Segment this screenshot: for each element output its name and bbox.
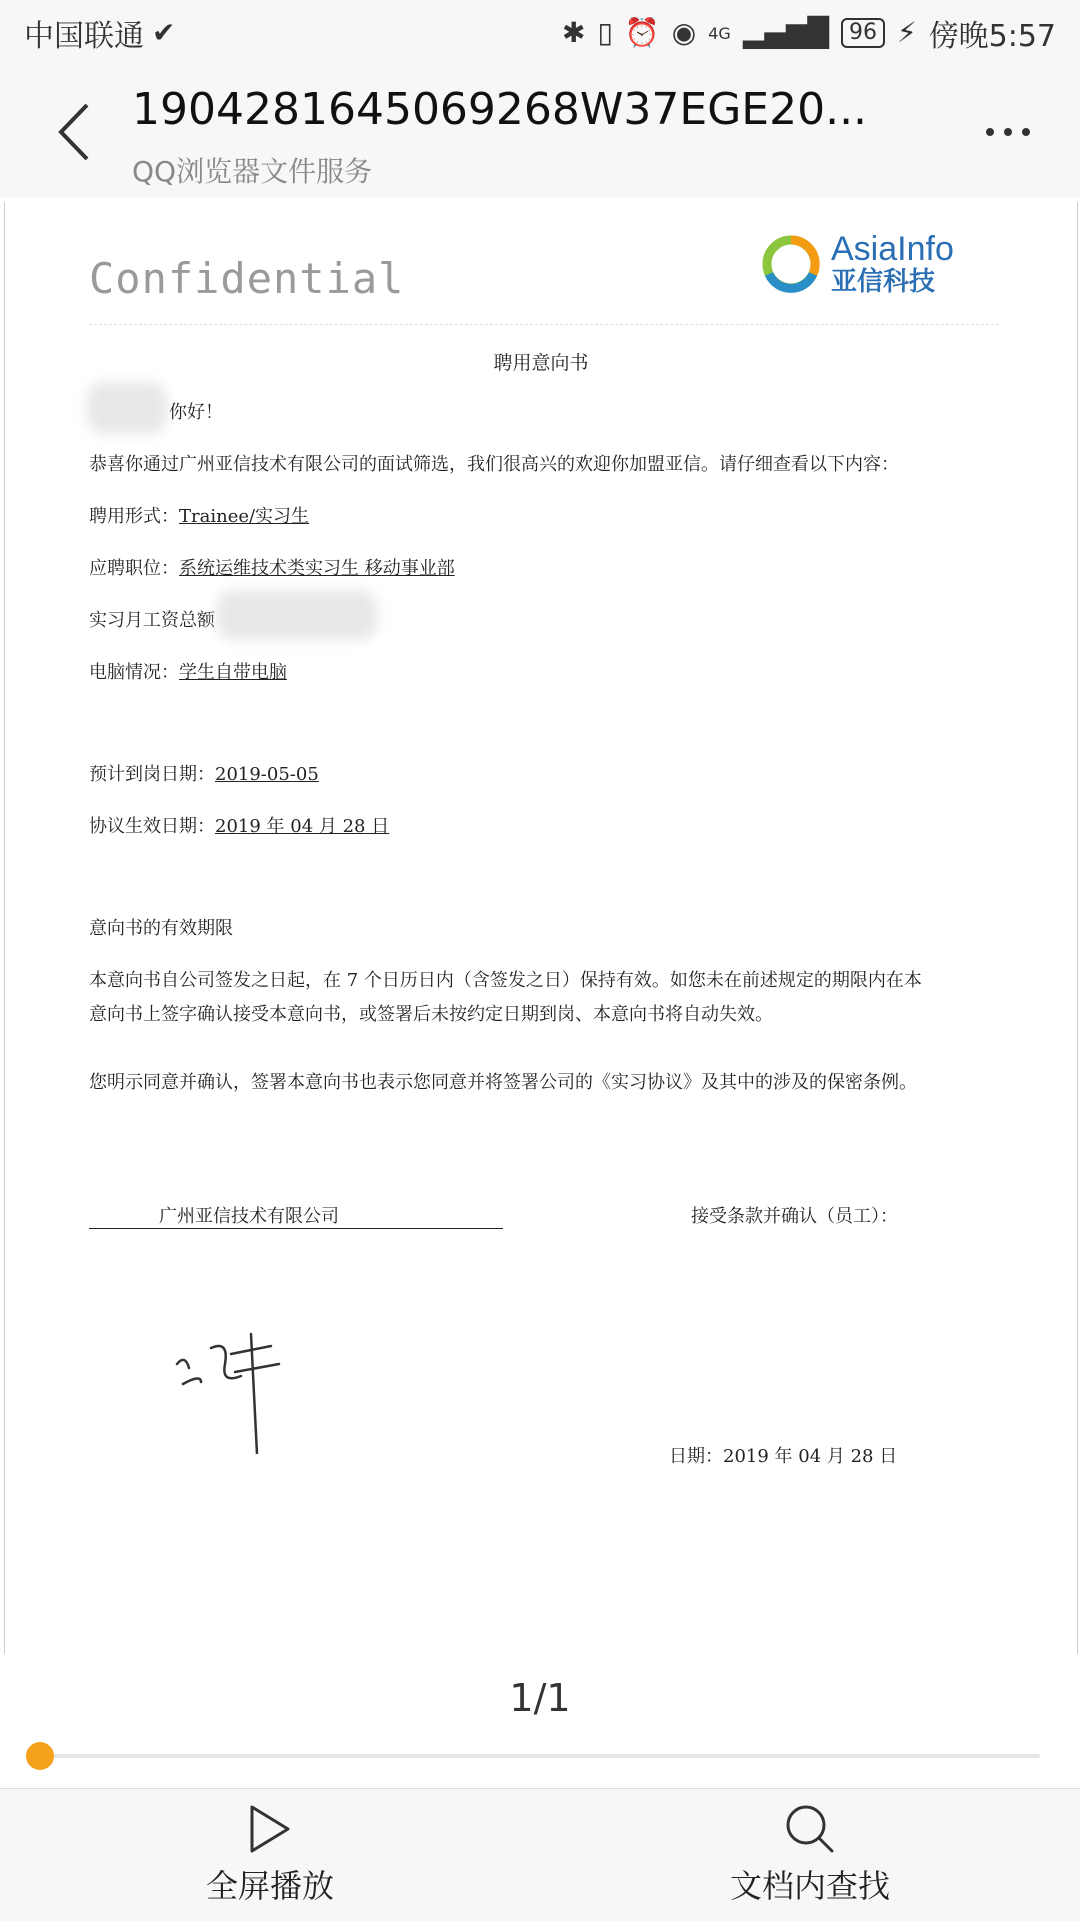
company-signature-line — [89, 1202, 503, 1229]
play-icon — [246, 1803, 294, 1855]
check-icon: ✔ — [152, 16, 176, 49]
dot-icon — [1022, 128, 1030, 136]
validity-title: 意向书的有效期限 — [89, 918, 233, 939]
accept-label: 接受条款并确认（员工）： — [691, 1206, 898, 1227]
header-divider — [89, 324, 999, 325]
employment-type-value: Trainee/实习生 — [179, 506, 310, 527]
search-icon — [784, 1803, 836, 1855]
page-slider-handle[interactable] — [26, 1742, 54, 1770]
position-value: 系统运维技术类实习生 移动事业部 — [179, 558, 455, 579]
back-arrow-icon — [57, 103, 91, 161]
document-viewer[interactable] — [0, 198, 1080, 1658]
computer-value: 学生自带电脑 — [179, 662, 287, 683]
effective-date-label: 协议生效日期： — [89, 816, 215, 837]
find-label: 文档内查找 — [729, 1867, 890, 1905]
logo-text-en: AsiaInfo — [831, 230, 954, 268]
redacted-name — [87, 382, 167, 434]
salary — [89, 606, 215, 632]
computer-label: 电脑情况： — [89, 662, 179, 683]
file-title: 19042816450692​68W37EGE20... — [132, 84, 868, 135]
computer — [89, 658, 287, 684]
vibrate-icon: ▯ — [597, 16, 613, 49]
redacted-salary — [217, 590, 377, 640]
find-in-document-button[interactable] — [660, 1789, 960, 1921]
battery-level: 96 — [841, 18, 885, 48]
more-menu-button[interactable] — [976, 100, 1040, 164]
status-bar — [0, 0, 1080, 66]
consent-text: 您明示同意并确认，签署本意向书也表示您同意并将签署公司的《实习协议》及其中的涉及的保密条例。 — [89, 1072, 917, 1093]
employment-type — [89, 502, 309, 528]
greeting: 你好！ — [169, 402, 223, 423]
start-date — [89, 760, 319, 786]
asiainfo-logo-icon — [761, 234, 821, 294]
carrier-label: 中国联通 — [24, 19, 144, 54]
asiainfo-logo — [761, 232, 954, 296]
company-name: 广州亚信技术有限公司 — [159, 1206, 339, 1227]
back-button[interactable] — [44, 100, 104, 164]
title-bar — [0, 66, 1080, 199]
network-type: 4G — [708, 23, 731, 43]
eye-icon: ◉ — [671, 16, 697, 49]
fullscreen-label: 全屏播放 — [205, 1867, 334, 1905]
dot-icon — [986, 128, 994, 136]
alarm-icon: ⏰ — [624, 16, 660, 49]
employment-type-label: 聘用形式： — [89, 506, 179, 527]
file-subtitle: QQ浏览器文件服务 — [132, 155, 373, 188]
page-indicator: 1/1 — [509, 1676, 571, 1720]
date-line: 日期：2019 年 04 月 28 日 — [669, 1446, 898, 1467]
position — [89, 554, 455, 580]
dot-icon — [1004, 128, 1012, 136]
salary-label: 实习月工资总额 — [89, 610, 215, 631]
validity-text-1: 本意向书自公司签发之日起，在 7 个日历日内（含签发之日）保持有效。如您未在前述规定的期限内在本 — [89, 970, 922, 991]
bottom-toolbar — [0, 1788, 1080, 1921]
bluetooth-icon: ✱ — [562, 16, 586, 49]
logo-text-cn: 亚信科技 — [831, 266, 936, 296]
page-slider-track[interactable] — [40, 1754, 1040, 1758]
confidential-watermark: Confidential — [89, 254, 405, 303]
signal-icon: ▂▄▆█ — [742, 16, 829, 49]
document-page — [4, 202, 1078, 1654]
handwritten-signature — [171, 1324, 301, 1454]
position-label: 应聘职位： — [89, 558, 179, 579]
start-date-label: 预计到岗日期： — [89, 764, 215, 785]
validity-text-2: 意向书上签字确认接受本意向书，或签署后未按约定日期到岗、本意向书将自动失效。 — [89, 1004, 773, 1025]
intro-text: 恭喜你通过广州亚信技术有限公司的面试筛选，我们很高兴的欢迎你加盟亚信。请仔细查看以下内容： — [89, 454, 899, 475]
start-date-value: 2019-05-05 — [215, 764, 319, 785]
effective-date-value: 2019 年 04 月 28 日 — [215, 816, 390, 837]
effective-date — [89, 812, 389, 838]
charging-icon: ⚡ — [896, 16, 917, 49]
clock: 傍晚5:57 — [928, 19, 1056, 54]
paging-bar — [0, 1658, 1080, 1796]
document-heading: 聘用意向书 — [493, 352, 589, 374]
fullscreen-button[interactable] — [120, 1789, 420, 1921]
